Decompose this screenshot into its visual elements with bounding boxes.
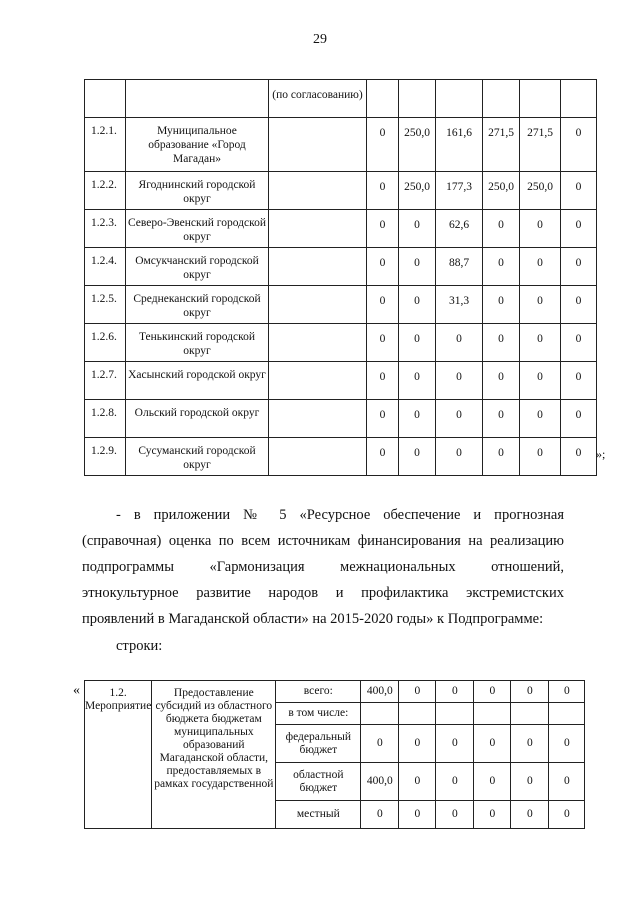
- cell-value: 0: [561, 324, 597, 362]
- row-code: 1.2.7.: [85, 362, 126, 400]
- row-name: Омсукчанский городской округ: [126, 248, 269, 286]
- cell-value: 0: [561, 248, 597, 286]
- cell-value: [474, 703, 511, 725]
- opening-quote-mark: «: [73, 683, 80, 698]
- cell-value: 0: [549, 681, 585, 703]
- cell-value: 0: [520, 438, 561, 476]
- cell-value: 0: [436, 681, 474, 703]
- cell-value: 0: [367, 210, 399, 248]
- subsidy-distribution-table: [84, 79, 597, 476]
- cell-value: 0: [367, 118, 399, 172]
- cell-value: 400,0: [361, 681, 399, 703]
- cell-value: [549, 703, 585, 725]
- cell-value: 0: [399, 362, 436, 400]
- cell-value: 0: [367, 286, 399, 324]
- cell-value: 177,3: [436, 172, 483, 210]
- cell-value: 0: [436, 801, 474, 829]
- row-name: Ягоднинский городской округ: [126, 172, 269, 210]
- cell-value: 250,0: [399, 118, 436, 172]
- description-cell: Предоставление субсидий из областного бюджета бюджетам муниципальных образований Магаданской области, предоставляемых в рамках государственной: [152, 681, 276, 829]
- cell-value: 0: [367, 324, 399, 362]
- cell-value: 0: [361, 725, 399, 763]
- cell-value: [399, 703, 436, 725]
- cell-value: 0: [561, 362, 597, 400]
- cell-value: 88,7: [436, 248, 483, 286]
- cell-value: 0: [399, 248, 436, 286]
- cell-value: 0: [399, 801, 436, 829]
- cell-value: 0: [474, 681, 511, 703]
- paragraph-line: этнокультурное развитие народов и профилактика экстремистских: [82, 585, 564, 601]
- cell-value: [436, 703, 474, 725]
- row-label: федеральный бюджет: [276, 725, 361, 763]
- cell-value: 0: [399, 210, 436, 248]
- cell-value: [511, 703, 549, 725]
- amendment-paragraph: [82, 502, 564, 632]
- table-row: [85, 286, 597, 324]
- cell-value: 400,0: [361, 763, 399, 801]
- cell-value: 0: [520, 248, 561, 286]
- row-name: Ольский городской округ: [126, 400, 269, 438]
- cell-value: 0: [511, 681, 549, 703]
- cell-value: 0: [549, 725, 585, 763]
- row-name: Тенькинский городской округ: [126, 324, 269, 362]
- row-name: Сусуманский городской округ: [126, 438, 269, 476]
- cell-value: 0: [483, 324, 520, 362]
- page-number: 29: [313, 32, 327, 47]
- cell-value: 31,3: [436, 286, 483, 324]
- cell-value: 0: [399, 725, 436, 763]
- table-row: [85, 438, 597, 476]
- row-name: Муниципальное образование «Город Магадан»: [126, 118, 269, 172]
- row-name: Хасынский городской округ: [126, 362, 269, 400]
- cell-value: 0: [361, 801, 399, 829]
- cell-value: 0: [399, 438, 436, 476]
- paragraph-line: подпрограммы «Гармонизация межнациональных отношений,: [82, 559, 564, 575]
- row-label: всего:: [276, 681, 361, 703]
- table-row: [85, 248, 597, 286]
- cell-value: 0: [436, 438, 483, 476]
- row-label: местный: [276, 801, 361, 829]
- cell-value: 0: [549, 763, 585, 801]
- rows-label: строки:: [116, 638, 163, 654]
- cell-value: 0: [436, 362, 483, 400]
- cell-value: 0: [483, 400, 520, 438]
- cell-value: 0: [399, 324, 436, 362]
- cell-value: 0: [483, 438, 520, 476]
- cell-value: 0: [436, 400, 483, 438]
- table-row: [85, 324, 597, 362]
- cell-value: 0: [399, 286, 436, 324]
- table-row: [85, 400, 597, 438]
- row-code: 1.2.8.: [85, 400, 126, 438]
- row-code: 1.2.3.: [85, 210, 126, 248]
- cell-value: 62,6: [436, 210, 483, 248]
- cell-value: 0: [483, 286, 520, 324]
- paragraph-line: (справочная) оценка по всем источникам финансирования на реализацию: [82, 533, 564, 549]
- table-row: [85, 362, 597, 400]
- cell-value: 250,0: [520, 172, 561, 210]
- row-code: 1.2.2.: [85, 172, 126, 210]
- cell-value: 0: [436, 324, 483, 362]
- cell-value: 0: [367, 248, 399, 286]
- table-row: [85, 681, 585, 703]
- cell-value: 0: [520, 210, 561, 248]
- cell-value: 0: [549, 801, 585, 829]
- measure-cell: 1.2. Мероприятие: [85, 681, 152, 829]
- table-row: [85, 210, 597, 248]
- cell-value: 0: [367, 362, 399, 400]
- cell-value: [361, 703, 399, 725]
- cell-value: 0: [436, 763, 474, 801]
- cell-value: 0: [511, 725, 549, 763]
- table-row: [85, 172, 597, 210]
- cell-value: 271,5: [483, 118, 520, 172]
- cell-value: 0: [561, 210, 597, 248]
- row-code: 1.2.6.: [85, 324, 126, 362]
- cell-value: 0: [483, 210, 520, 248]
- table-header-row: [85, 80, 597, 118]
- cell-value: 161,6: [436, 118, 483, 172]
- row-name: Среднеканский городской округ: [126, 286, 269, 324]
- paragraph-line: проявлений в Магаданской области» на 2015-2020 годы» к Подпрограмме:: [82, 611, 544, 627]
- cell-value: 250,0: [483, 172, 520, 210]
- row-code: 1.2.9.: [85, 438, 126, 476]
- row-code: 1.2.1.: [85, 118, 126, 172]
- cell-value: 0: [399, 681, 436, 703]
- cell-value: 0: [367, 400, 399, 438]
- cell-value: 271,5: [520, 118, 561, 172]
- cell-value: 0: [520, 400, 561, 438]
- cell-value: 0: [474, 725, 511, 763]
- cell-value: 0: [399, 400, 436, 438]
- cell-value: 0: [520, 324, 561, 362]
- header-note: (по согласованию): [269, 80, 367, 118]
- row-name: Северо-Эвенский городской округ: [126, 210, 269, 248]
- cell-value: 0: [511, 801, 549, 829]
- resource-table: [84, 680, 585, 829]
- table-row: [85, 118, 597, 172]
- cell-value: 0: [399, 763, 436, 801]
- cell-value: 0: [474, 763, 511, 801]
- cell-value: 0: [367, 172, 399, 210]
- cell-value: 0: [483, 248, 520, 286]
- cell-value: 0: [436, 725, 474, 763]
- row-label: областной бюджет: [276, 763, 361, 801]
- cell-value: 0: [511, 763, 549, 801]
- closing-quote-mark: »;: [596, 447, 606, 461]
- paragraph-line: - в приложении № 5 «Ресурсное обеспечение и прогнозная: [116, 507, 564, 523]
- cell-value: 0: [561, 438, 597, 476]
- row-code: 1.2.4.: [85, 248, 126, 286]
- cell-value: 0: [561, 172, 597, 210]
- cell-value: 0: [520, 286, 561, 324]
- cell-value: 0: [474, 801, 511, 829]
- cell-value: 0: [520, 362, 561, 400]
- row-label: в том числе:: [276, 703, 361, 725]
- cell-value: 0: [561, 118, 597, 172]
- cell-value: 0: [561, 286, 597, 324]
- cell-value: 0: [561, 400, 597, 438]
- cell-value: 0: [367, 438, 399, 476]
- cell-value: 250,0: [399, 172, 436, 210]
- cell-value: 0: [483, 362, 520, 400]
- row-code: 1.2.5.: [85, 286, 126, 324]
